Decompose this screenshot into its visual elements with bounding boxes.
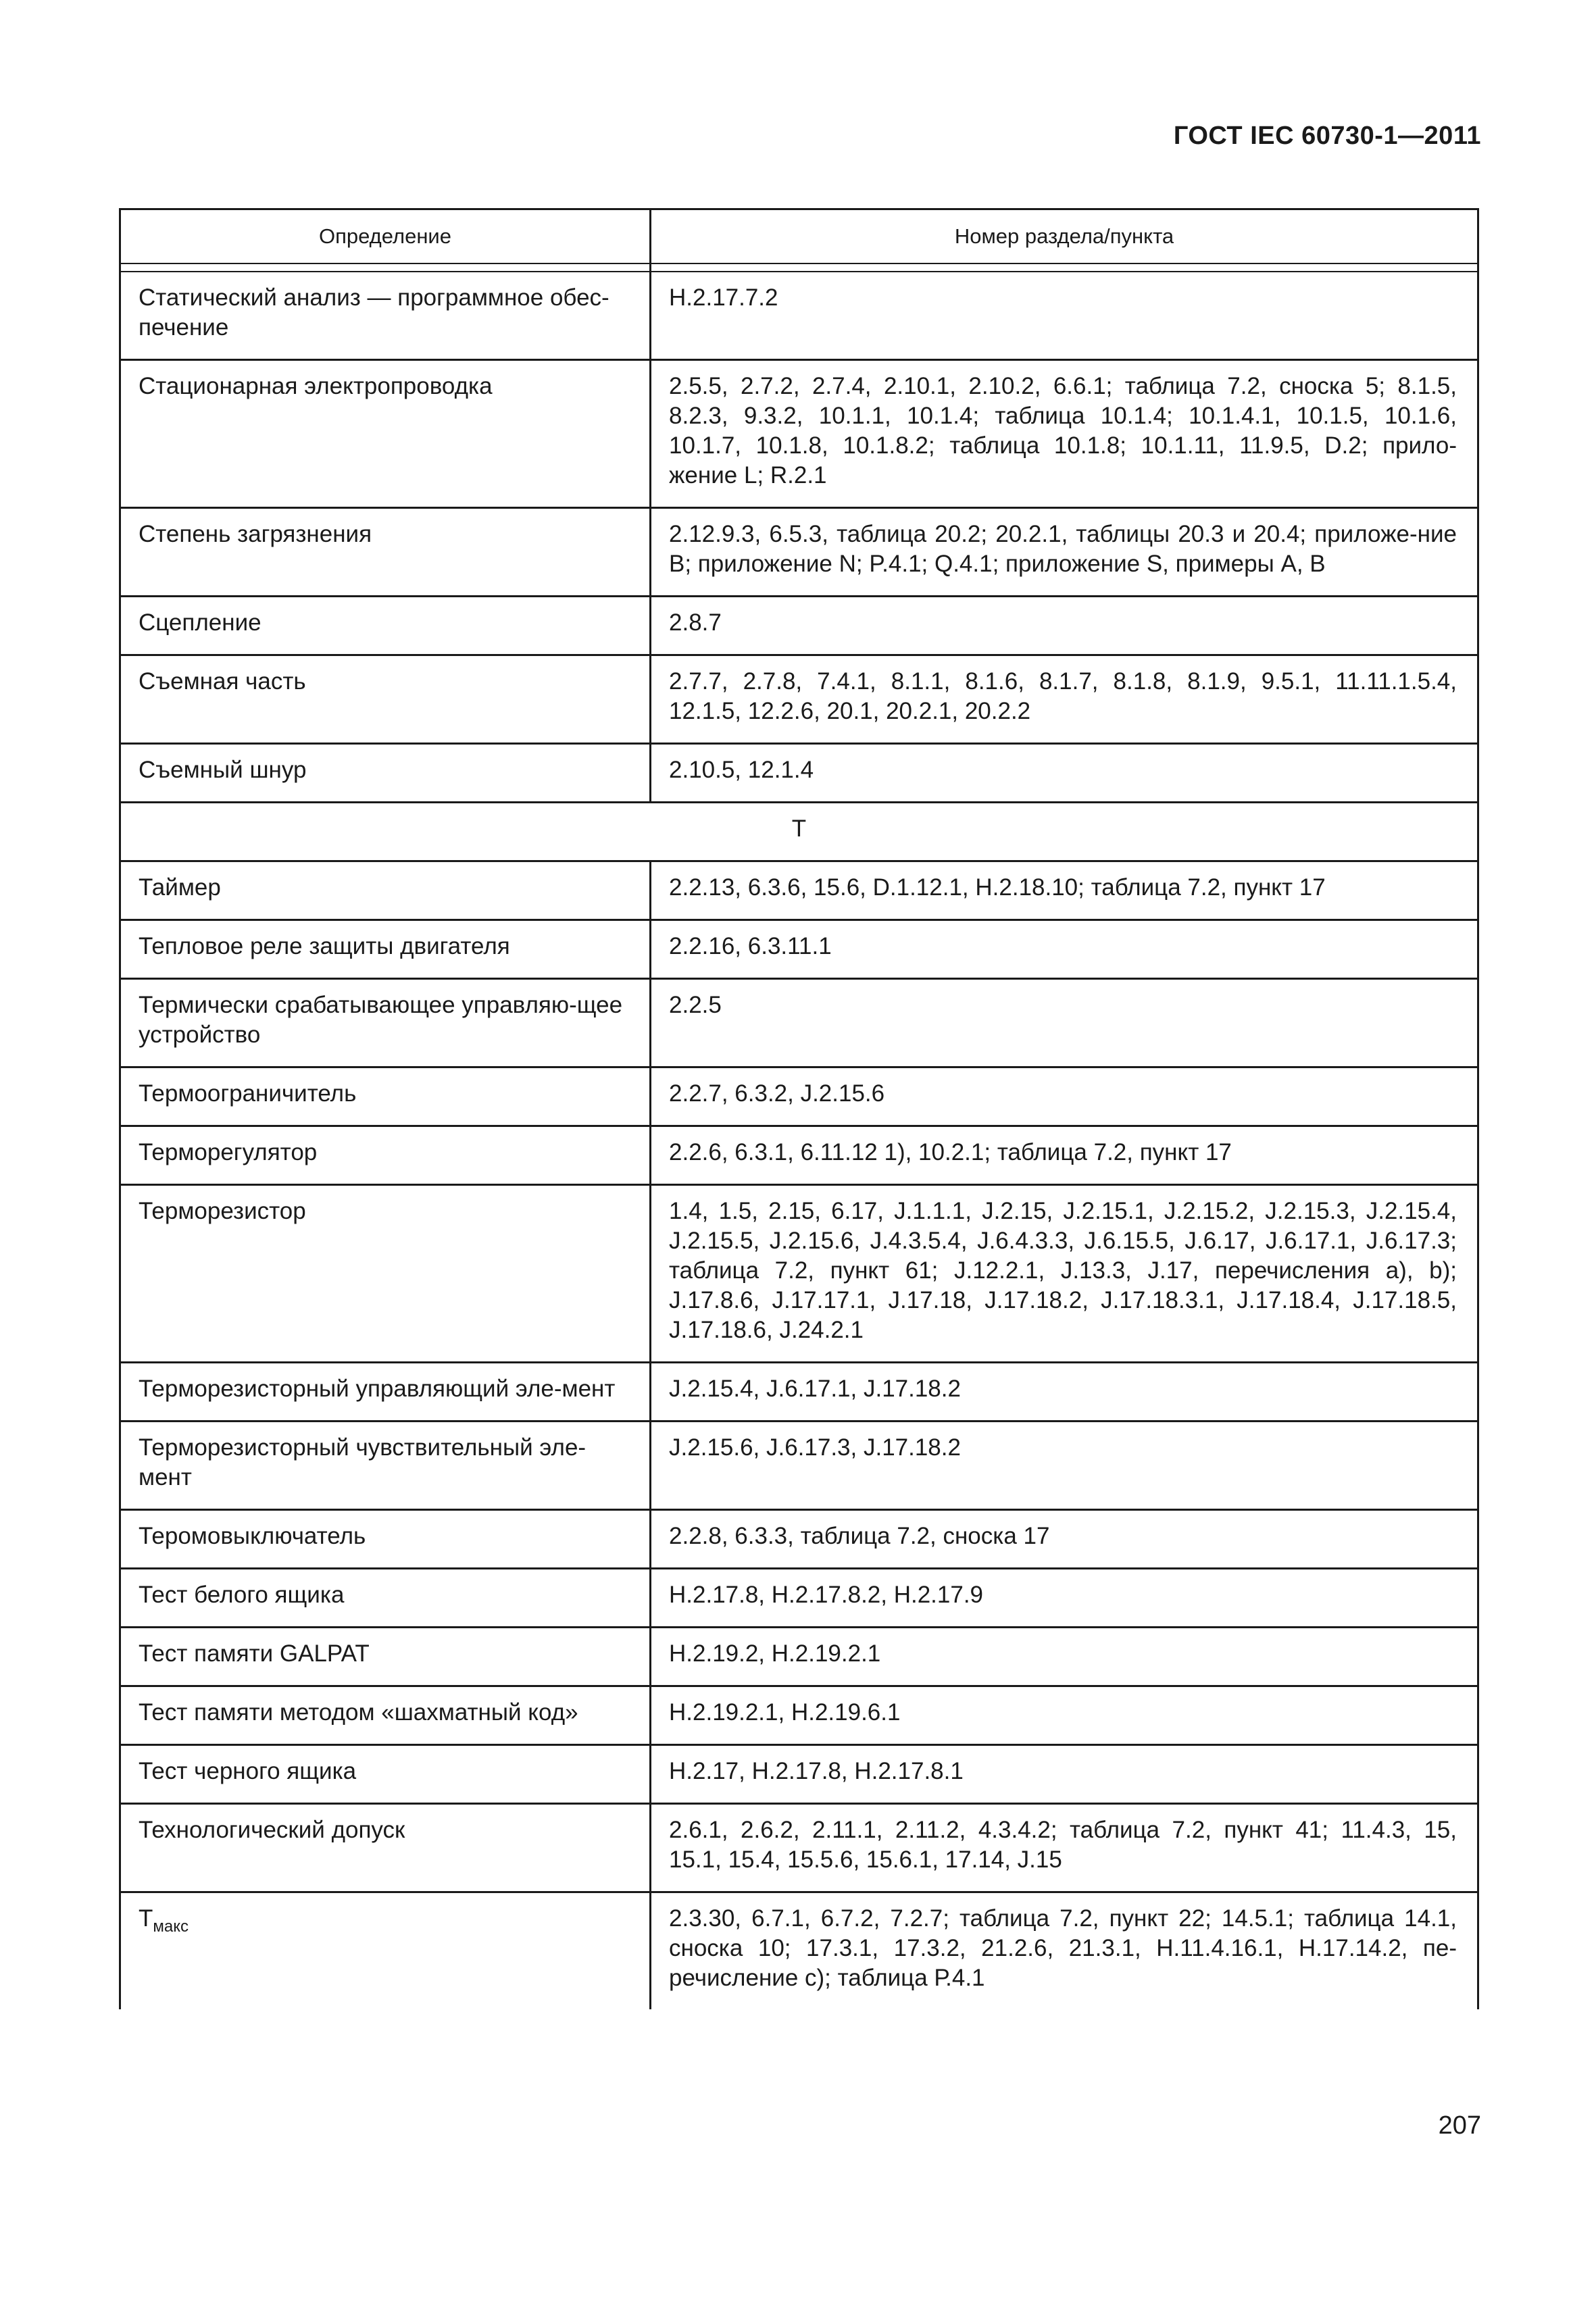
table-row: [120, 1892, 1478, 2010]
column-header-definition: Определение: [120, 209, 651, 264]
reference-cell: H.2.19.2.1, H.2.19.6.1: [651, 1686, 1478, 1745]
term-cell: Тест памяти методом «шахматный код»: [120, 1686, 651, 1745]
reference-cell: 2.3.30, 6.7.1, 6.7.2, 7.2.7; таблица 7.2, пункт 22; 14.5.1; таблица 14.1, сноска 10; 17.3.1, 17.3.2, 21.2.6, 21.3.1, H.11.4.16.1, H.17.14.2, пе-речисление с); таблица Р.4.1: [651, 1892, 1478, 2010]
table-row: [120, 1628, 1478, 1686]
reference-cell: 2.6.1, 2.6.2, 2.11.1, 2.11.2, 4.3.4.2; таблица 7.2, пункт 41; 11.4.3, 15, 15.1, 15.4, 15.5.6, 15.6.1, 17.14, J.15: [651, 1804, 1478, 1892]
table-row: [120, 1422, 1478, 1510]
term-cell: Тепловое реле защиты двигателя: [120, 920, 651, 979]
term-cell: Степень загрязнения: [120, 508, 651, 597]
table-row: [120, 597, 1478, 655]
table-row: [120, 1569, 1478, 1628]
term-cell: Термоограничитель: [120, 1067, 651, 1126]
term-cell: Технологический допуск: [120, 1804, 651, 1892]
reference-cell: 2.10.5, 12.1.4: [651, 744, 1478, 803]
table-row: [120, 272, 1478, 360]
table-row: [120, 1686, 1478, 1745]
reference-cell: J.2.15.6, J.6.17.3, J.17.18.2: [651, 1422, 1478, 1510]
table-row: [120, 744, 1478, 803]
table-row: [120, 508, 1478, 597]
table-row: [120, 979, 1478, 1067]
reference-cell: 2.2.13, 6.3.6, 15.6, D.1.12.1, H.2.18.10; таблица 7.2, пункт 17: [651, 861, 1478, 920]
reference-cell: 2.2.8, 6.3.3, таблица 7.2, сноска 17: [651, 1510, 1478, 1569]
term-cell: Теромовыключатель: [120, 1510, 651, 1569]
index-table-container: [119, 208, 1477, 2009]
term-cell: Тест черного ящика: [120, 1745, 651, 1804]
reference-cell: H.2.17.7.2: [651, 272, 1478, 360]
reference-cell: 2.2.7, 6.3.2, J.2.15.6: [651, 1067, 1478, 1126]
reference-cell: H.2.17, H.2.17.8, H.2.17.8.1: [651, 1745, 1478, 1804]
table-row: [120, 1126, 1478, 1185]
reference-cell: 2.12.9.3, 6.5.3, таблица 20.2; 20.2.1, таблицы 20.3 и 20.4; приложе-ние В; приложение N; P.4.1; Q.4.1; приложение S, примеры А, В: [651, 508, 1478, 597]
term-cell: Статический анализ — программное обес-печение: [120, 272, 651, 360]
table-row: [120, 1185, 1478, 1363]
term-cell: Сцепление: [120, 597, 651, 655]
term-cell: Съемная часть: [120, 655, 651, 744]
table-row: [120, 861, 1478, 920]
reference-cell: J.2.15.4, J.6.17.1, J.17.18.2: [651, 1363, 1478, 1422]
term-cell: Терморегулятор: [120, 1126, 651, 1185]
table-body: [120, 263, 1478, 2009]
page-number: 207: [1438, 2111, 1481, 2140]
term-cell: Тест белого ящика: [120, 1569, 651, 1628]
column-header-section-number: Номер раздела/пункта: [651, 209, 1478, 264]
term-cell: Стационарная электропроводка: [120, 360, 651, 508]
reference-cell: H.2.19.2, H.2.19.2.1: [651, 1628, 1478, 1686]
reference-cell: 2.2.6, 6.3.1, 6.11.12 1), 10.2.1; таблица 7.2, пункт 17: [651, 1126, 1478, 1185]
letter-section-row: [120, 803, 1478, 861]
reference-cell: 2.8.7: [651, 597, 1478, 655]
table-row: [120, 1745, 1478, 1804]
term-cell: [120, 1892, 651, 2010]
reference-cell: 2.2.5: [651, 979, 1478, 1067]
reference-cell: 2.5.5, 2.7.2, 2.7.4, 2.10.1, 2.10.2, 6.6.1; таблица 7.2, сноска 5; 8.1.5, 8.2.3, 9.3.2, 10.1.1, 10.1.4; таблица 10.1.4; 10.1.4.1, 10.1.5, 10.1.6, 10.1.7, 10.1.8, 10.1.8.2; таблица 10.1.8; 10.1.11, 11.9.5, D.2; прило-жение L; R.2.1: [651, 360, 1478, 508]
term-cell: Терморезисторный чувствительный эле-мент: [120, 1422, 651, 1510]
table-row: [120, 920, 1478, 979]
section-letter: Т: [120, 803, 1478, 861]
term-symbol: T: [139, 1905, 153, 1932]
term-cell: Терморезисторный управляющий эле-мент: [120, 1363, 651, 1422]
reference-cell: H.2.17.8, H.2.17.8.2, H.2.17.9: [651, 1569, 1478, 1628]
table-row: [120, 1067, 1478, 1126]
term-cell: Термически срабатывающее управляю-щее устройство: [120, 979, 651, 1067]
header-separator: [120, 263, 1478, 272]
table-header: [120, 209, 1478, 264]
table-row: [120, 1510, 1478, 1569]
reference-cell: 1.4, 1.5, 2.15, 6.17, J.1.1.1, J.2.15, J.2.15.1, J.2.15.2, J.2.15.3, J.2.15.4, J.2.15.5, J.2.15.6, J.4.3.5.4, J.6.4.3.3, J.6.15.5, J.6.17, J.6.17.1, J.6.17.3; таблица 7.2, пункт 61; J.12.2.1, J.13.3, J.17, перечисления a), b); J.17.8.6, J.17.17.1, J.17.18, J.17.18.2, J.17.18.3.1, J.17.18.4, J.17.18.5, J.17.18.6, J.24.2.1: [651, 1185, 1478, 1363]
reference-cell: 2.2.16, 6.3.11.1: [651, 920, 1478, 979]
table-row: [120, 655, 1478, 744]
index-table: [119, 208, 1479, 2009]
term-cell: Таймер: [120, 861, 651, 920]
term-cell: Тест памяти GALPAT: [120, 1628, 651, 1686]
table-row: [120, 1804, 1478, 1892]
table-row: [120, 1363, 1478, 1422]
reference-cell: 2.7.7, 2.7.8, 7.4.1, 8.1.1, 8.1.6, 8.1.7, 8.1.8, 8.1.9, 9.5.1, 11.11.1.5.4, 12.1.5, 12.2.6, 20.1, 20.2.1, 20.2.2: [651, 655, 1478, 744]
document-standard-header: ГОСТ IEC 60730-1—2011: [1173, 122, 1481, 150]
term-cell: Съемный шнур: [120, 744, 651, 803]
term-cell: Терморезистор: [120, 1185, 651, 1363]
term-subscript: макс: [153, 1917, 189, 1936]
table-row: [120, 360, 1478, 508]
